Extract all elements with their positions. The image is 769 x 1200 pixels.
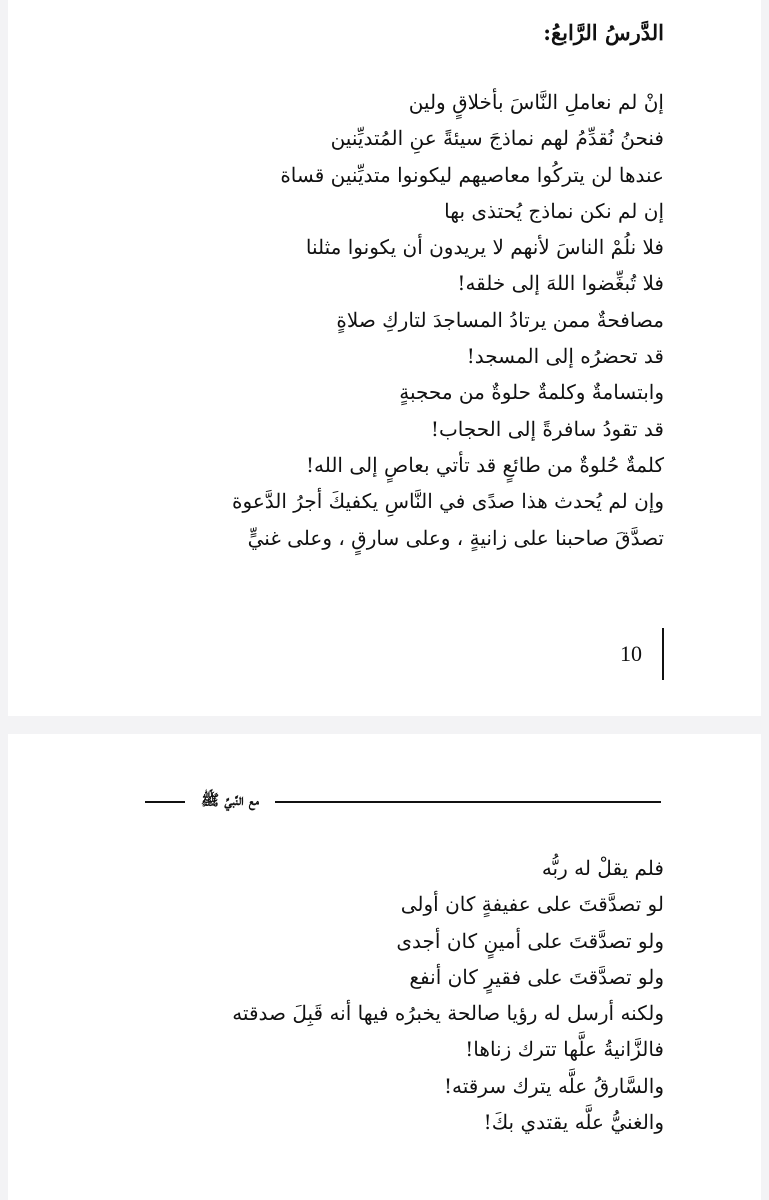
poem-line: قد تحضرُه إلى المسجد! (466, 344, 664, 369)
poem-line: فنحنُ نُقدِّمُ لهم نماذجَ سيئةً عنِ المُتديِّنين (330, 126, 664, 151)
page-footer (620, 628, 664, 680)
book-page-top (8, 0, 761, 716)
poem-line: إنْ لم نعاملِ النَّاسَ بأخلاقٍ ولين (408, 90, 664, 114)
poem-line: لو تصدَّقتَ على عفيفةٍ كان أولى (400, 892, 664, 917)
book-page-bottom (8, 734, 761, 1200)
poem-line: والغنيُّ علَّه يقتدي بكَ! (483, 1110, 664, 1135)
poem-line: فلم يقلْ له ربُّه (541, 856, 664, 880)
poem-line: والسَّارقُ علَّه يترك سرقته! (443, 1073, 664, 1098)
header-rule-short (145, 801, 185, 803)
poem-line: وابتسامةٌ وكلمةٌ حلوةٌ من محجبةٍ (399, 380, 664, 405)
lesson-title: الدَّرسُ الرَّابعُ: (543, 20, 664, 45)
poem-line: فلا نلُمْ الناسَ لأنهم لا يريدون أن يكونوا مثلنا (305, 235, 664, 260)
poem-line: ولو تصدَّقتَ على فقيرٍ كان أنفع (409, 964, 664, 989)
poem-line: مصافحةٌ ممن يرتادُ المساجدَ لتاركِ صلاةٍ (336, 307, 664, 332)
header-rule-long (275, 801, 661, 803)
poem-line: عندها لن يتركُوا معاصيهم ليكونوا متديِّنين قساة (280, 162, 664, 187)
running-header-title: مع النَّبيِّ ﷺ (201, 791, 259, 809)
poem-text (232, 84, 664, 556)
page-number: 10 (620, 641, 642, 666)
poem-line: كلمةٌ حُلوةٌ من طائعٍ قد تأتي بعاصٍ إلى الله! (305, 452, 664, 477)
poem-line: فالزَّانيةُ علَّها تترك زناها! (465, 1037, 664, 1062)
poem-line: ولو تصدَّقتَ على أمينٍ كان أجدى (396, 928, 664, 953)
poem-line: ولكنه أرسل له رؤيا صالحة يخبرُه فيها أنه قَبِلَ صدقته (232, 1001, 664, 1026)
poem-line: فلا تُبغِّضوا اللهَ إلى خلقه! (457, 271, 664, 296)
page-number-divider (662, 628, 664, 680)
poem-text (232, 850, 664, 1140)
running-header (145, 790, 661, 814)
poem-line: تصدَّقَ صاحبنا على زانيةٍ ، وعلى سارقٍ ، وعلى غنيٍّ (247, 525, 664, 550)
poem-line: وإن لم يُحدث هذا صدًى في النَّاسِ يكفيكَ أجرُ الدَّعوة (232, 489, 664, 514)
poem-line: إن لم نكن نماذج يُحتذى بها (444, 198, 664, 223)
poem-line: قد تقودُ سافرةً إلى الحجاب! (430, 416, 664, 441)
